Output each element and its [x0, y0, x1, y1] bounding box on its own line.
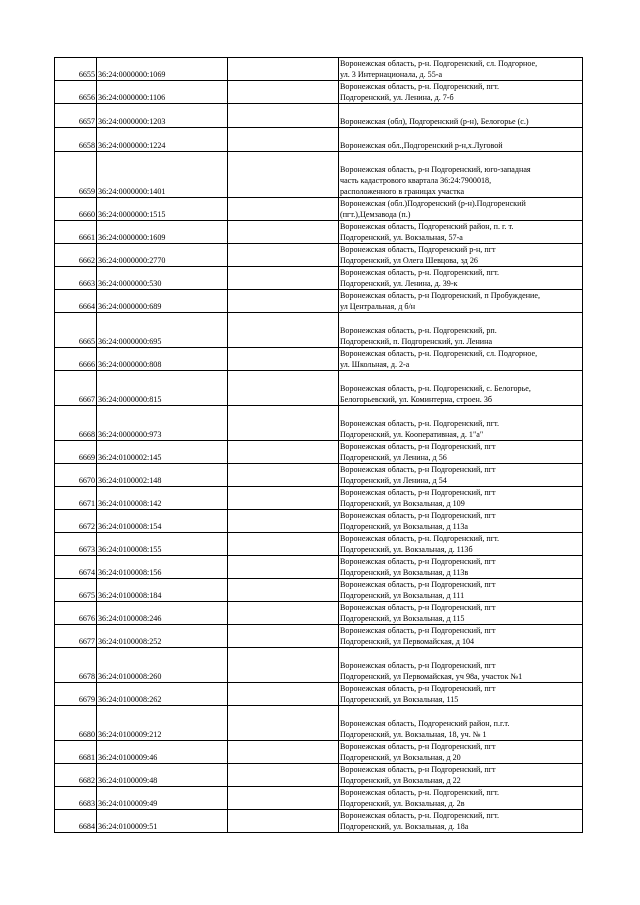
address-cell: [339, 406, 583, 441]
cadastral-number-cell: 36:24:0100009:51: [97, 810, 228, 833]
empty-cell: [228, 810, 339, 833]
cadastral-number-cell: 36:24:0000000:815: [97, 371, 228, 406]
cadastral-number-cell: 36:24:0000000:1224: [97, 128, 228, 152]
table-row: [55, 810, 583, 833]
empty-cell: [228, 787, 339, 810]
address-line: часть кадастрового квартала 36:24:7900018,: [340, 176, 492, 185]
cadastral-number-cell: 36:24:0000000:1401: [97, 152, 228, 198]
table-row: [55, 533, 583, 556]
empty-cell: [228, 221, 339, 244]
empty-cell: [228, 683, 339, 706]
row-number-cell: 6663: [55, 267, 97, 290]
address-line: Воронежская область, р-н. Подгоренский, пгт.: [340, 82, 499, 91]
cadastral-number-cell: 36:24:0100002:148: [97, 464, 228, 487]
empty-cell: [228, 706, 339, 741]
address-line: Подгоренский, ул. Вокзальная, 18, уч. № 1: [340, 730, 487, 739]
cadastral-number-cell: 36:24:0100008:155: [97, 533, 228, 556]
cadastral-number-cell: 36:24:0100008:156: [97, 556, 228, 579]
address-line: Воронежская область, р-н Подгоренский, пгт: [340, 488, 496, 497]
empty-cell: [228, 556, 339, 579]
cadastral-number-cell: 36:24:0100008:246: [97, 602, 228, 625]
cadastral-number-cell: 36:24:0000000:1106: [97, 81, 228, 104]
address-line: Воронежская область, р-н Подгоренский, пгт: [340, 580, 496, 589]
cadastral-number-cell: 36:24:0000000:1203: [97, 104, 228, 128]
table-row: [55, 152, 583, 198]
table-row: [55, 487, 583, 510]
address-line: Воронежская область, р-н. Подгоренский, сл. Подгорное,: [340, 349, 538, 358]
empty-cell: [228, 648, 339, 683]
row-number-cell: 6667: [55, 371, 97, 406]
address-cell: [339, 683, 583, 706]
table-row: [55, 556, 583, 579]
table-row: [55, 625, 583, 648]
address-line: Подгоренский, ул. Вокзальная, 57-а: [340, 233, 463, 242]
table-row: [55, 510, 583, 533]
cadastral-number-cell: 36:24:0100009:49: [97, 787, 228, 810]
address-line: Воронежская область, р-н Подгоренский, пгт: [340, 511, 496, 520]
address-line: Воронежская область, р-н. Подгоренский, пгт.: [340, 788, 499, 797]
row-number-cell: 6657: [55, 104, 97, 128]
address-cell: [339, 152, 583, 198]
table-row: [55, 371, 583, 406]
table-row: [55, 579, 583, 602]
address-line: Воронежская область, р-н Подгоренский, юго-западная: [340, 165, 531, 174]
address-cell: [339, 602, 583, 625]
address-line: Подгоренский, ул Вокзальная, д 113в: [340, 568, 469, 577]
address-line: Воронежская область, р-н Подгоренский, пгт: [340, 661, 496, 670]
row-number-cell: 6683: [55, 787, 97, 810]
address-cell: [339, 313, 583, 348]
table-row: [55, 104, 583, 128]
address-cell: [339, 810, 583, 833]
cadastral-number-cell: 36:24:0100009:46: [97, 741, 228, 764]
table-row: [55, 441, 583, 464]
address-cell: [339, 579, 583, 602]
table-row: [55, 313, 583, 348]
address-line: Подгоренский, ул Вокзальная, д 109: [340, 499, 465, 508]
address-line: Подгоренский, ул Вокзальная, д 113а: [340, 522, 469, 531]
address-cell: [339, 441, 583, 464]
empty-cell: [228, 764, 339, 787]
empty-cell: [228, 406, 339, 441]
address-cell: [339, 290, 583, 313]
row-number-cell: 6658: [55, 128, 97, 152]
cadastral-number-cell: 36:24:0000000:808: [97, 348, 228, 371]
address-line: Воронежская область, Подгоренский район, п.г.т.: [340, 719, 510, 728]
empty-cell: [228, 267, 339, 290]
cadastral-number-cell: 36:24:0000000:695: [97, 313, 228, 348]
empty-cell: [228, 198, 339, 221]
address-line: Воронежская область, Подгоренский р-н, пгт: [340, 245, 496, 254]
row-number-cell: 6672: [55, 510, 97, 533]
table-row: [55, 128, 583, 152]
address-line: Подгоренский, ул. Кооперативная, д. 1"а": [340, 430, 484, 439]
address-cell: [339, 787, 583, 810]
row-number-cell: 6668: [55, 406, 97, 441]
cadastral-number-cell: 36:24:0000000:530: [97, 267, 228, 290]
address-line: Воронежская область, р-н Подгоренский, пгт: [340, 603, 496, 612]
empty-cell: [228, 313, 339, 348]
table-row: [55, 406, 583, 441]
address-line: ул Центральная, д б/н: [340, 302, 416, 311]
cadastral-number-cell: 36:24:0000000:1069: [97, 58, 228, 81]
cadastral-number-cell: 36:24:0100008:142: [97, 487, 228, 510]
cadastral-number-cell: 36:24:0100009:48: [97, 764, 228, 787]
address-line: Подгоренский, ул Вокзальная, 115: [340, 695, 459, 704]
empty-cell: [228, 152, 339, 198]
row-number-cell: 6660: [55, 198, 97, 221]
table-row: [55, 648, 583, 683]
address-cell: [339, 58, 583, 81]
table-row: [55, 58, 583, 81]
address-line: Воронежская область, р-н. Подгоренский, с. Белогорье,: [340, 384, 531, 393]
address-line: Воронежская область, р-н. Подгоренский, пгт.: [340, 811, 499, 820]
row-number-cell: 6665: [55, 313, 97, 348]
address-line: Подгоренский, ул Вокзальная, д 115: [340, 614, 465, 623]
address-line: Воронежская область, р-н Подгоренский, пгт: [340, 765, 496, 774]
address-line: Воронежская область, р-н Подгоренский, пгт: [340, 442, 496, 451]
table-row: [55, 602, 583, 625]
land-registry-table: [54, 57, 583, 833]
table-row: [55, 198, 583, 221]
address-line: Подгоренский, ул Ленина, д 54: [340, 476, 447, 485]
address-line: ул. Школьная, д. 2-а: [340, 360, 410, 369]
row-number-cell: 6678: [55, 648, 97, 683]
address-line: Воронежская область, р-н Подгоренский, пгт: [340, 626, 496, 635]
row-number-cell: 6680: [55, 706, 97, 741]
address-cell: [339, 487, 583, 510]
address-line: Воронежская область, р-н Подгоренский, пгт: [340, 684, 496, 693]
empty-cell: [228, 510, 339, 533]
row-number-cell: 6671: [55, 487, 97, 510]
cadastral-number-cell: 36:24:0000000:1609: [97, 221, 228, 244]
empty-cell: [228, 244, 339, 267]
address-cell: [339, 198, 583, 221]
address-line: Подгоренский, ул. Вокзальная, д. 113б: [340, 545, 473, 554]
row-number-cell: 6673: [55, 533, 97, 556]
row-number-cell: 6664: [55, 290, 97, 313]
table-row: [55, 290, 583, 313]
address-line: Подгоренский, ул Вокзальная, д 20: [340, 753, 461, 762]
row-number-cell: 6682: [55, 764, 97, 787]
address-line: Подгоренский, ул Олега Шевцова, зд 26: [340, 256, 478, 265]
address-cell: [339, 221, 583, 244]
empty-cell: [228, 128, 339, 152]
cadastral-number-cell: 36:24:0100008:252: [97, 625, 228, 648]
empty-cell: [228, 58, 339, 81]
address-line: Подгоренский, ул Вокзальная, д 22: [340, 776, 461, 785]
address-line: Подгоренский, ул Вокзальная, д 111: [340, 591, 465, 600]
address-line: Воронежская (обл.)Подгоренский (р-н).Подгоренский: [340, 199, 526, 208]
table-row: [55, 706, 583, 741]
cadastral-number-cell: 36:24:0000000:2770: [97, 244, 228, 267]
address-cell: [339, 104, 583, 128]
row-number-cell: 6669: [55, 441, 97, 464]
empty-cell: [228, 579, 339, 602]
table-row: [55, 244, 583, 267]
empty-cell: [228, 464, 339, 487]
address-cell: [339, 648, 583, 683]
row-number-cell: 6681: [55, 741, 97, 764]
cadastral-number-cell: 36:24:0000000:1515: [97, 198, 228, 221]
address-line: Подгоренский, ул Ленина, д 56: [340, 453, 447, 462]
cadastral-number-cell: 36:24:0100008:262: [97, 683, 228, 706]
empty-cell: [228, 602, 339, 625]
address-cell: [339, 764, 583, 787]
address-line: Подгоренский, ул. Ленина, д. 39-к: [340, 279, 458, 288]
address-line: Подгоренский, ул. Вокзальная, д. 2в: [340, 799, 465, 808]
address-line: Воронежская обл.,Подгоренский р-н,х.Луговой: [340, 141, 503, 150]
address-line: Воронежская область, р-н. Подгоренский, рп.: [340, 326, 497, 335]
row-number-cell: 6676: [55, 602, 97, 625]
address-cell: [339, 464, 583, 487]
table-row: [55, 787, 583, 810]
address-cell: [339, 706, 583, 741]
row-number-cell: 6684: [55, 810, 97, 833]
row-number-cell: 6677: [55, 625, 97, 648]
address-cell: [339, 267, 583, 290]
empty-cell: [228, 371, 339, 406]
table-row: [55, 221, 583, 244]
table-row: [55, 348, 583, 371]
address-line: расположенного в границах участка: [340, 187, 465, 196]
empty-cell: [228, 348, 339, 371]
cadastral-number-cell: 36:24:0100008:184: [97, 579, 228, 602]
row-number-cell: 6659: [55, 152, 97, 198]
cadastral-number-cell: 36:24:0100008:154: [97, 510, 228, 533]
address-line: Воронежская область, р-н Подгоренский, пгт: [340, 742, 496, 751]
address-line: Воронежская область, р-н. Подгоренский, пгт.: [340, 534, 499, 543]
row-number-cell: 6662: [55, 244, 97, 267]
address-line: Белогорьевский, ул. Коминтерна, строен. 3б: [340, 395, 492, 404]
address-line: (пгт.),Цемзавода (п.): [340, 210, 411, 219]
address-line: Воронежская область, р-н. Подгоренский, сл. Подгорное,: [340, 59, 538, 68]
address-line: Подгоренский, ул Первомайская, уч 98а, участок №1: [340, 672, 523, 681]
cadastral-number-cell: 36:24:0100009:212: [97, 706, 228, 741]
empty-cell: [228, 741, 339, 764]
table-row: [55, 81, 583, 104]
address-line: Подгоренский, ул. Вокзальная, д. 18а: [340, 822, 469, 831]
table-row: [55, 464, 583, 487]
address-cell: [339, 244, 583, 267]
empty-cell: [228, 533, 339, 556]
cadastral-number-cell: 36:24:0100008:260: [97, 648, 228, 683]
empty-cell: [228, 441, 339, 464]
address-line: Воронежская область, р-н. Подгоренский, пгт.: [340, 268, 499, 277]
address-cell: [339, 741, 583, 764]
empty-cell: [228, 290, 339, 313]
row-number-cell: 6655: [55, 58, 97, 81]
cadastral-number-cell: 36:24:0000000:689: [97, 290, 228, 313]
address-line: Подгоренский, п. Подгоренский, ул. Ленина: [340, 337, 493, 346]
row-number-cell: 6661: [55, 221, 97, 244]
address-cell: [339, 128, 583, 152]
address-cell: [339, 556, 583, 579]
address-line: Подгоренский, ул Первомайская, д 104: [340, 637, 475, 646]
address-line: Воронежская (обл), Подгоренский (р-н), Белогорье (с.): [340, 117, 529, 126]
address-line: Воронежская область, р-н Подгоренский, пгт: [340, 557, 496, 566]
address-line: Воронежская область, р-н Подгоренский, пгт: [340, 465, 496, 474]
address-line: Воронежская область, Подгоренский район, п. г. т.: [340, 222, 514, 231]
table-row: [55, 741, 583, 764]
address-cell: [339, 510, 583, 533]
address-cell: [339, 348, 583, 371]
row-number-cell: 6679: [55, 683, 97, 706]
row-number-cell: 6675: [55, 579, 97, 602]
table-row: [55, 267, 583, 290]
row-number-cell: 6670: [55, 464, 97, 487]
cadastral-number-cell: 36:24:0100002:145: [97, 441, 228, 464]
row-number-cell: 6666: [55, 348, 97, 371]
address-line: Подгоренский, ул. Ленина, д. 7-б: [340, 93, 454, 102]
address-cell: [339, 625, 583, 648]
empty-cell: [228, 487, 339, 510]
empty-cell: [228, 625, 339, 648]
land-registry-table-body: [55, 58, 583, 833]
table-row: [55, 764, 583, 787]
cadastral-number-cell: 36:24:0000000:973: [97, 406, 228, 441]
address-cell: [339, 81, 583, 104]
empty-cell: [228, 81, 339, 104]
row-number-cell: 6656: [55, 81, 97, 104]
address-cell: [339, 533, 583, 556]
address-line: Воронежская область, р-н. Подгоренский, пгт.: [340, 419, 499, 428]
address-line: Воронежская область, р-н Подгоренский, п Пробуждение,: [340, 291, 540, 300]
table-row: [55, 683, 583, 706]
address-line: ул. 3 Интернационала, д. 55-а: [340, 70, 443, 79]
row-number-cell: 6674: [55, 556, 97, 579]
address-cell: [339, 371, 583, 406]
empty-cell: [228, 104, 339, 128]
